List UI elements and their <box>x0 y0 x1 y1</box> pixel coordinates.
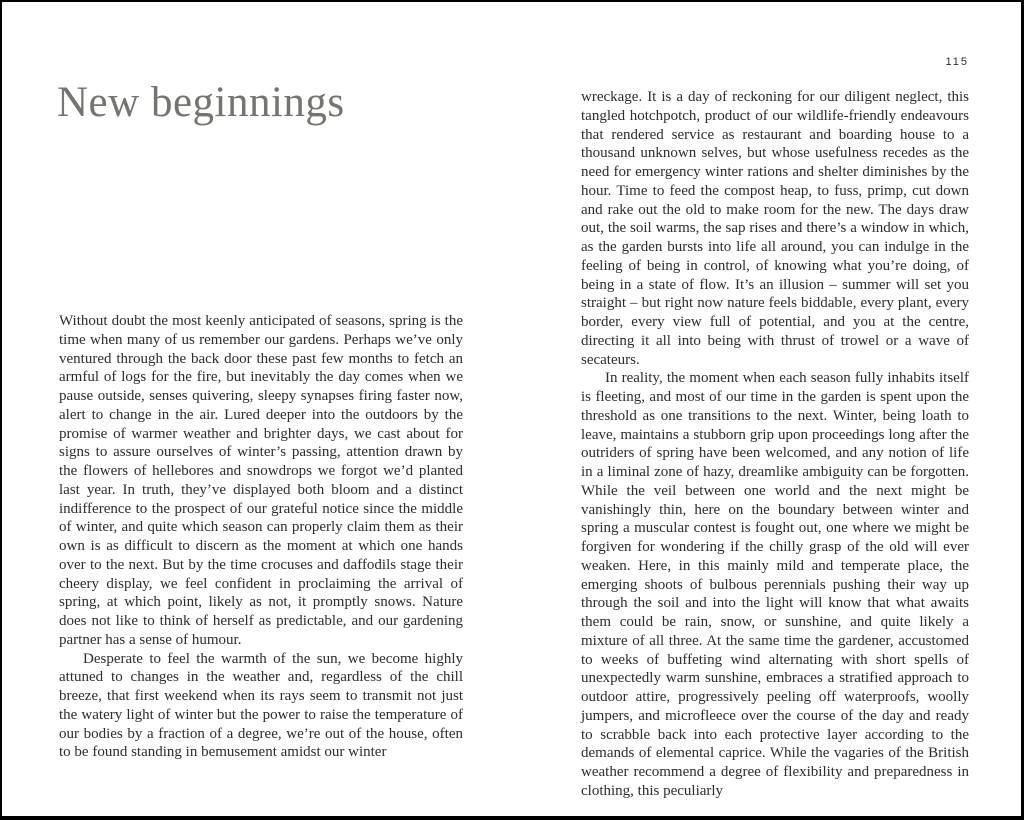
page-number: 115 <box>945 56 969 68</box>
paragraph: wreckage. It is a day of reckoning for our diligent neglect, this tangled hotchpotch, product of our wildlife-friendly endeavours that rendered service as restaurant and boarding house to a thousand unknown selves, but whose usefulness recedes as the need for emergency winter rations and shelter diminishes by the hour. Time to feed the compost heap, to fuss, primp, cut down and rake out the old to make room for the new. The days draw out, the soil warms, the sap rises and there’s a window in which, as the garden bursts into life all around, you can indulge in the feeling of being in control, of knowing what you’re doing, of being in a state of flow. It’s an illusion – summer will set you straight – but right now nature feels biddable, every plant, every border, every view full of potential, and you at the centre, directing it all into being with thrust of trowel or a wave of secateurs. <box>581 89 969 368</box>
left-page-text-column <box>59 312 463 762</box>
paragraph: Desperate to feel the warmth of the sun, we become highly attuned to changes in the weather and, regardless of the chill breeze, that first weekend when its rays seem to transmit not just the watery light of winter but the power to raise the temperature of our bodies by a fraction of a degree, we’re out of the house, often to be found standing in bemusement amidst our winter <box>59 650 463 761</box>
chapter-title: New beginnings <box>57 79 345 126</box>
paragraph: Without doubt the most keenly anticipated of seasons, spring is the time when many of us remember our gardens. Perhaps we’ve only ventured through the back door these past few months to fetch an armful of logs for the fire, but inevitably the day comes when we pause outside, senses quivering, sleepy synapses firing faster now, alert to change in the air. Lured deeper into the outdoors by the promise of warmer weather and brighter days, we cast about for signs to assure ourselves of winter’s passing, attention drawn by the flowers of hellebores and snowdrops we forgot we’d planted last year. In truth, they’ve displayed both bloom and a distinct indifference to the prospect of our grateful notice since the middle of winter, and quite which season can properly claim them as their own is as difficult to discern as the moment at which one hands over to the next. But by the time crocuses and daffodils stage their cheery display, we feel confident in proclaiming the arrival of spring, at which point, likely as not, it promptly snows. Nature does not like to think of herself as predictable, and our gardening partner has a sense of humour. <box>59 313 463 648</box>
paragraph: In reality, the moment when each season fully inhabits itself is fleeting, and most of our time in the garden is spent upon the threshold as one transitions to the next. Winter, being loath to leave, maintains a stubborn grip upon proceedings long after the outriders of spring have been welcomed, and any notion of life in a liminal zone of hazy, dreamlike ambiguity can be forgotten. While the veil between one world and the next might be vanishingly thin, here on the boundary between winter and spring a muscular contest is fought out, one where we might be forgiven for wondering if the chilly grasp of the old will ever weaken. Here, in this mainly mild and temperate place, the emerging shoots of bulbous perennials pushing their way up through the soil and into the light will know that what awaits them could be rain, snow, or sunshine, and quite likely a mixture of all three. At the same time the gardener, accustomed to weeks of buffeting wind alternating with short spells of unexpectedly warm sunshine, embraces a stratified approach to outdoor attire, progressively peeling off waterproofs, woolly jumpers, and microfleece over the course of the day and ready to scrabble back into each protective layer according to the demands of elemental caprice. While the vagaries of the British weather recommend a degree of flexibility and preparedness in clothing, this peculiarly <box>581 370 969 799</box>
right-page-text-column <box>581 88 969 801</box>
